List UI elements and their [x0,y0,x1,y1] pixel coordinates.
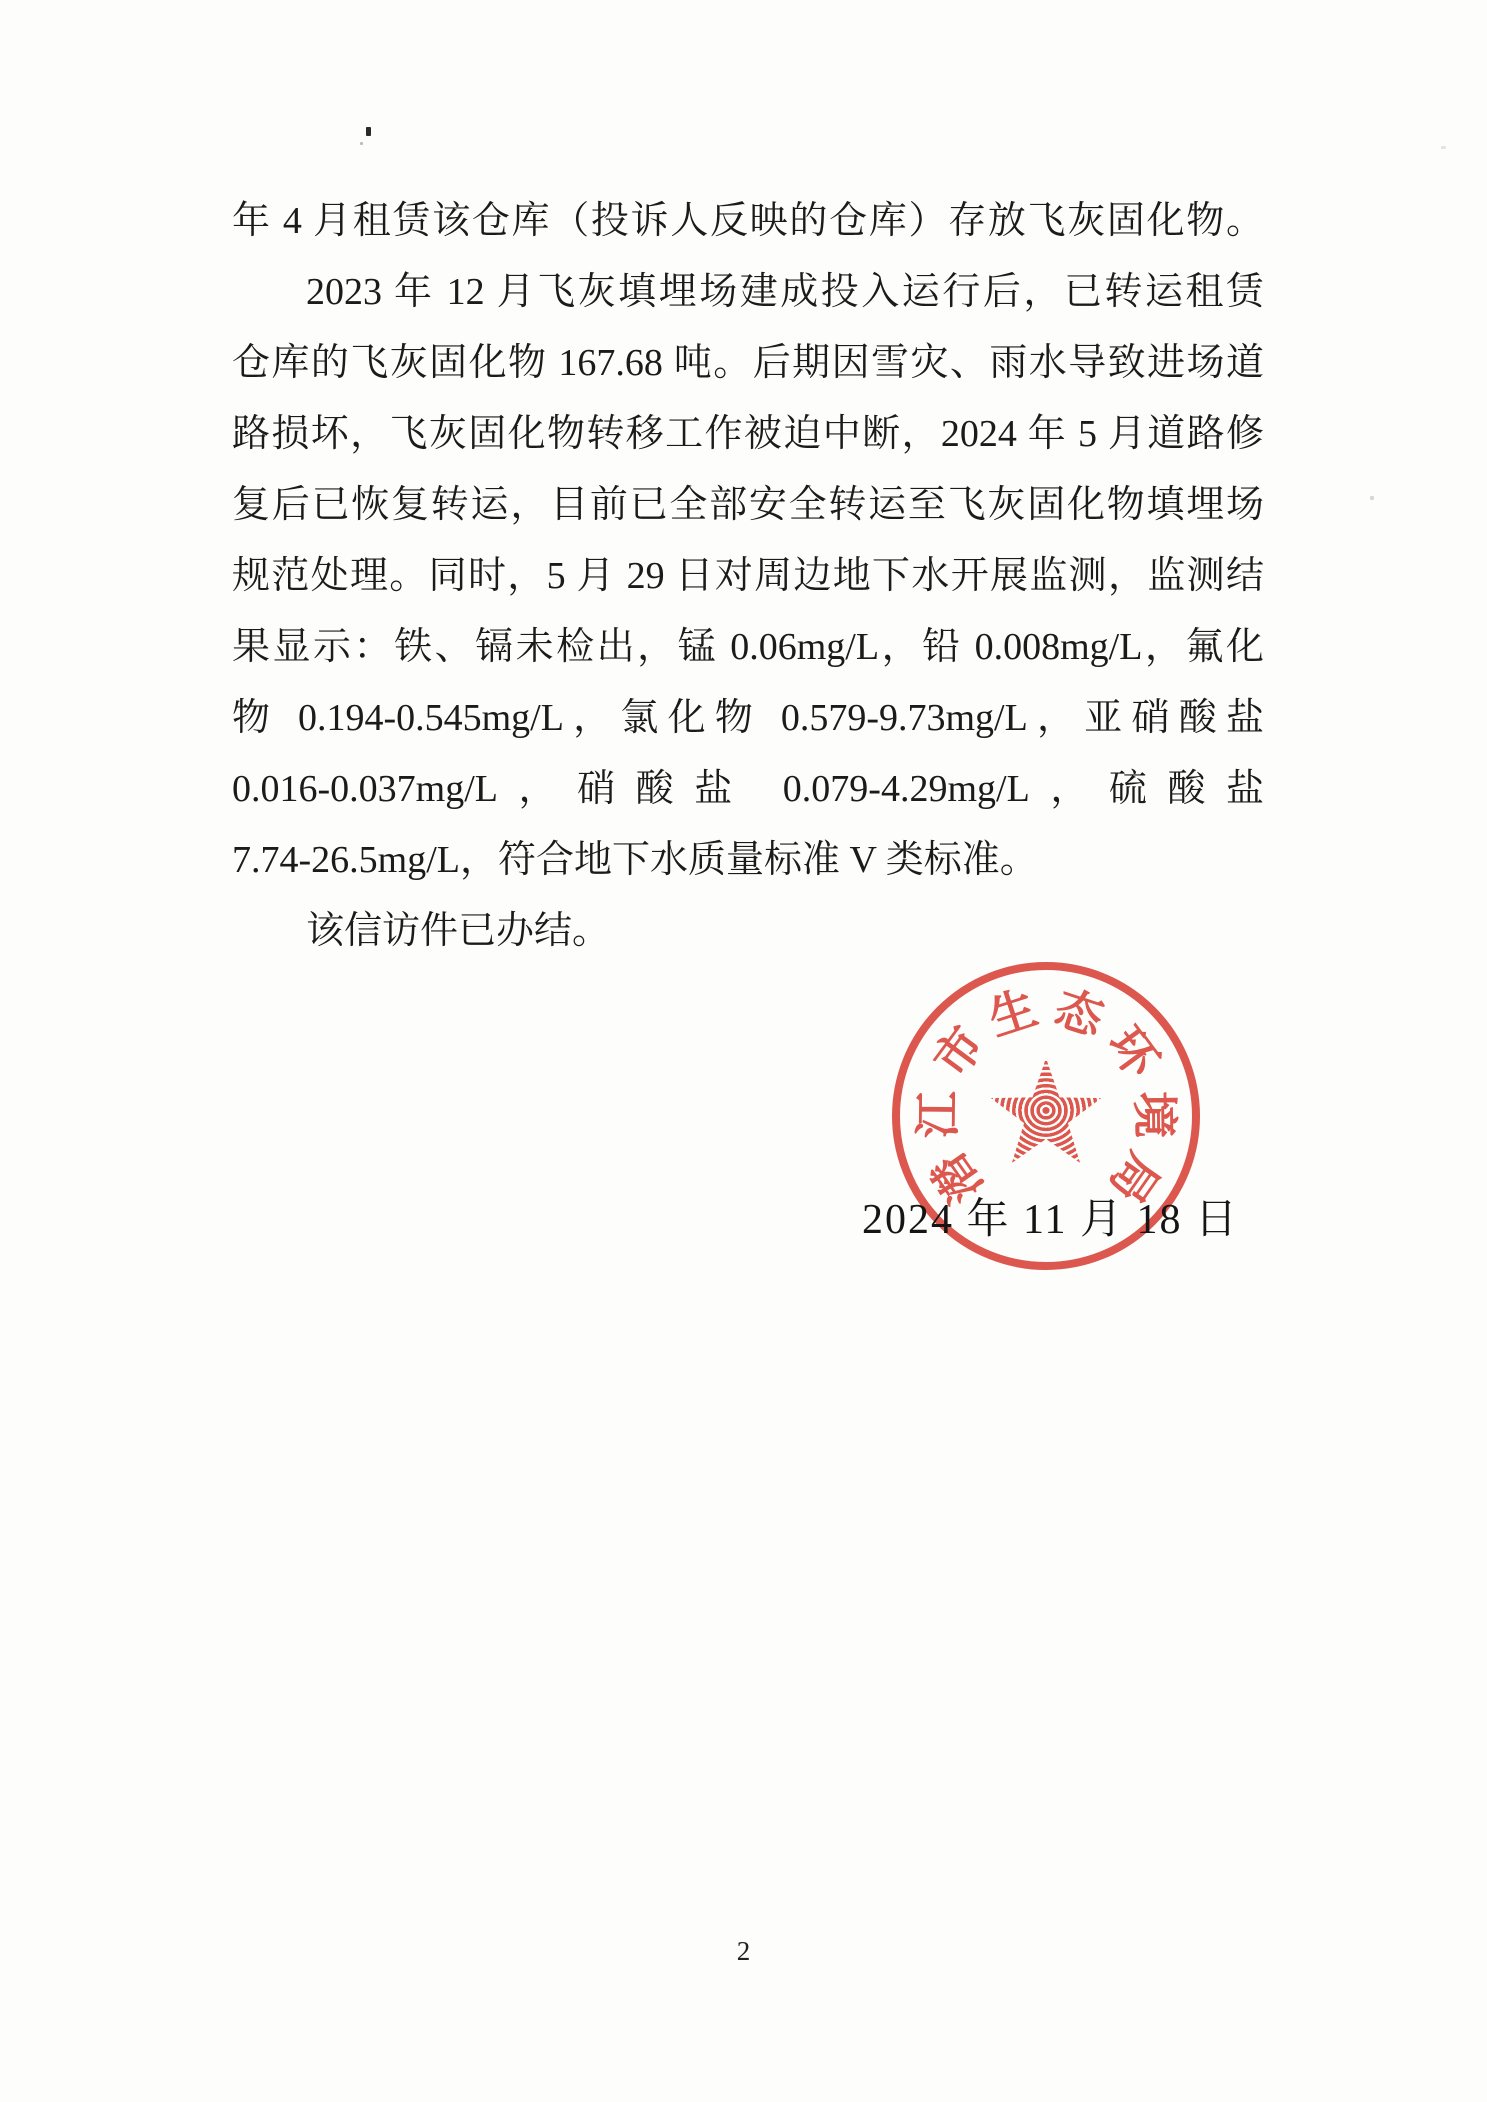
text-line: 路损坏，飞灰固化物转移工作被迫中断，2024 年 5 月道路修 [232,413,1264,455]
seal-arc-char: 环 [1097,1018,1167,1087]
text-line: 物 0.194-0.545mg/L，氯化物 0.579-9.73mg/L，亚硝酸盐 [232,697,1264,739]
text-line: 0.016-0.037mg/L，硝酸盐 0.079-4.29mg/L，硫酸盐 [232,768,1264,810]
text-line: 仓库的飞灰固化物 167.68 吨。后期因雪灾、雨水导致进场道 [232,342,1264,384]
seal-arc-char: 市 [925,1018,995,1087]
scan-artifact [360,142,363,145]
seal-arc-char: 局 [1098,1143,1169,1212]
text-line: 果显示：铁、镉未检出，锰 0.06mg/L，铅 0.008mg/L，氟化 [232,626,1264,668]
seal-arc-char: 态 [1048,982,1110,1047]
text-line: 规范处理。同时，5 月 29 日对周边地下水开展监测，监测结 [232,555,1264,597]
page-number: 2 [736,1936,751,1966]
body-text [232,186,1264,967]
scan-artifact [366,127,371,136]
text-line: 7.74-26.5mg/L，符合地下水质量标准 V 类标准。 [232,839,1038,881]
red-star-icon [991,1058,1101,1163]
text-line: 该信访件已办结。 [306,910,611,952]
seal-arc-char: 境 [1126,1090,1180,1139]
scan-artifact [1441,146,1446,149]
seal-arc-char: 潜 [923,1143,994,1212]
text-line: 年 4 月租赁该仓库（投诉人反映的仓库）存放飞灰固化物。 [232,200,1264,242]
seal-arc-char: 江 [912,1090,966,1139]
scan-artifact [1370,496,1374,500]
document-date: 2024 年 11 月 18 日 [862,1197,1239,1243]
seal-arc-char: 生 [982,982,1044,1047]
text-line: 2023 年 12 月飞灰填埋场建成投入运行后，已转运租赁 [306,271,1264,313]
text-line: 复后已恢复转运，目前已全部安全转运至飞灰固化物填埋场 [232,484,1264,526]
